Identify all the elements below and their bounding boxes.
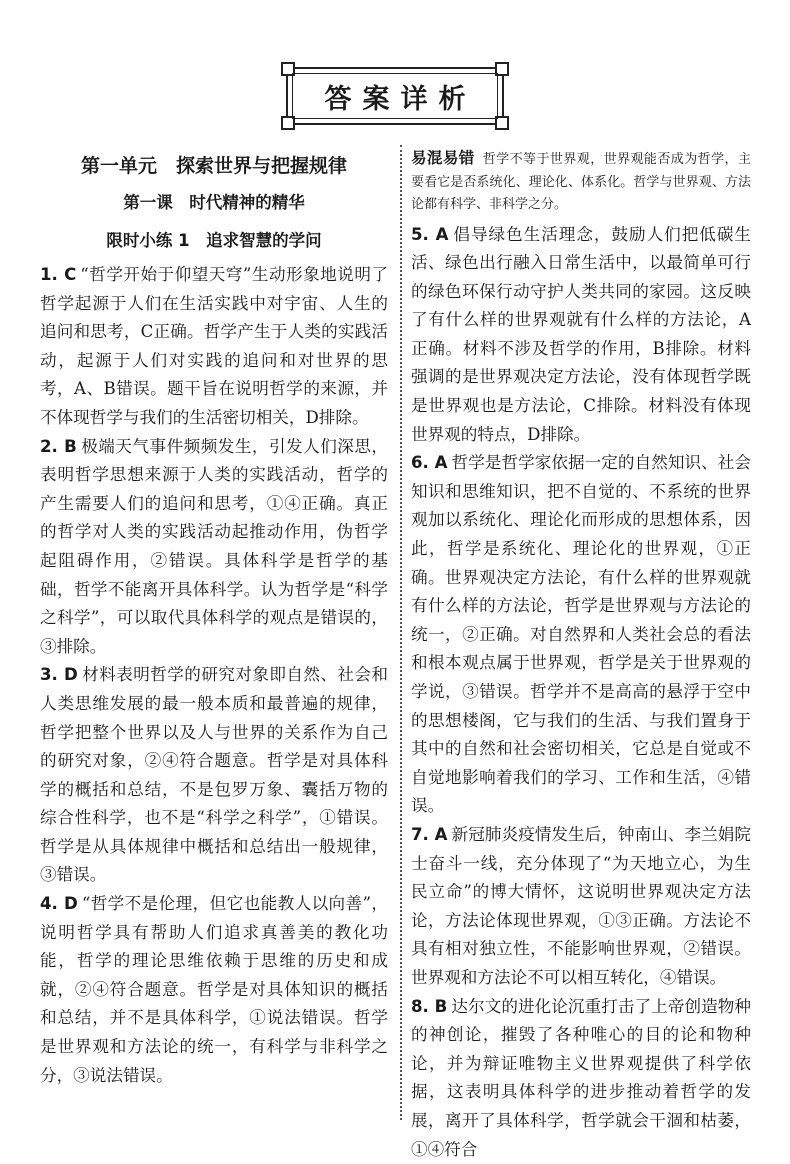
answer-item xyxy=(40,261,388,433)
answer-label: 3. D xyxy=(40,665,78,685)
answer-item xyxy=(40,890,388,1090)
answer-item xyxy=(411,449,751,821)
answer-explanation: “哲学开始于仰望天穹”生动形象地说明了哲学起源于人们在生活实践中对宇宙、人生的追问和思考，C正确。哲学产生于人类的实践活动，起源于人们对实践的追问和对世界的思考，A、B错误。题干旨在说明哲学的来源，并不体现哲学与我们的生活密切相关，D排除。 xyxy=(40,265,389,427)
answer-label: 6. A xyxy=(411,453,448,473)
page-title: 答案详析 xyxy=(324,83,477,115)
answer-label: 8. B xyxy=(411,996,448,1016)
exercise-title: 限时小练 1 追求智慧的学问 xyxy=(106,231,322,250)
unit-title: 第一单元 探索世界与把握规律 xyxy=(80,155,347,177)
column-divider xyxy=(400,145,402,1120)
answer-label: 5. A xyxy=(411,224,449,244)
answer-explanation: “哲学不是伦理，但它也能教人以向善”，说明哲学具有帮助人们追求真善美的教化功能，哲学的理论思维依赖于思维的历史和成就，②④符合题意。哲学是对具体知识的概括和总结，并不是具体科学，①说法错误。哲学是世界观和方法论的统一，有科学与非科学之分，③说法错误。 xyxy=(40,894,389,1085)
tip-box xyxy=(411,147,751,217)
answer-label: 7. A xyxy=(411,824,448,844)
answer-item xyxy=(40,661,388,890)
lesson-title: 第一课 时代精神的精华 xyxy=(123,193,305,212)
answer-explanation: 新冠肺炎疫情发生后，钟南山、李兰娟院士奋斗一线，充分体现了“为天地立心，为生民立命”的博大情怀，这说明世界观决定方法论，方法论体现世界观，①③正确。方法论不具有相对独立性，不能影响世界观，②错误。世界观和方法论不可以相互转化，④错误。 xyxy=(411,824,751,987)
tip-label: 易混易错 xyxy=(411,149,475,167)
answer-item xyxy=(411,993,751,1164)
answer-explanation: 倡导绿色生活理念，鼓励人们把低碳生活、绿色出行融入日常生活中，以最简单可行的绿色环保行动守护人类共同的家园。这反映了有什么样的世界观就有什么样的方法论，A正确。材料不涉及哲学的作用，B排除。材料强调的是世界观决定方法论，没有体现哲学既是世界观也是方法论，C排除。材料没有体现世界观的特点，D排除。 xyxy=(411,224,751,444)
answer-item xyxy=(411,821,751,993)
answer-explanation: 极端天气事件频频发生，引发人们深思，表明哲学思想来源于人类的实践活动，哲学的产生需要人们的追问和思考，①④正确。真正的哲学对人类的实践活动起推动作用，伪哲学起阻碍作用，②错误。具体科学是哲学的基础，哲学不能离开具体科学。认为哲学是“科学之科学”，可以取代具体科学的观点是错误的，③排除。 xyxy=(40,436,388,656)
tip-text: 哲学不等于世界观，世界观能否成为哲学，主要看它是否系统化、理论化、体系化。哲学与世界观、方法论都有科学、非科学之分。 xyxy=(411,152,751,212)
answer-item xyxy=(411,221,751,450)
answer-item xyxy=(40,433,388,662)
answer-label: 2. B xyxy=(40,436,77,456)
answer-explanation: 达尔文的进化论沉重打击了上帝创造物种的神创论，摧毁了各种唯心的目的论和物种论，并为辩证唯物主义世界观提供了科学依据，这表明具体科学的进步推动着哲学的发展，离开了具体科学，哲学就会干涸和枯萎，①④符合 xyxy=(411,996,752,1159)
right-column xyxy=(411,147,751,1164)
answer-explanation: 哲学是哲学家依据一定的自然知识、社会知识和思维知识，把不自觉的、不系统的世界观加以系统化、理论化而形成的思想体系，因此，哲学是系统化、理论化的世界观，①正确。世界观决定方法论，有什么样的世界观就有什么样的方法论，哲学是世界观与方法论的统一，②正确。对自然界和人类社会总的看法和根本观点属于世界观，哲学是关于世界观的学说，③错误。哲学并不是高高的悬浮于空中的思想楼阁，它与我们的生活、与我们置身于其中的自然和社会密切相关，它总是自觉或不自觉地影响着我们的学习、工作和生活，④错误。 xyxy=(411,453,751,816)
left-column xyxy=(40,147,388,1090)
page-title-frame xyxy=(286,67,504,125)
page-title-inner xyxy=(292,73,498,119)
answer-explanation: 材料表明哲学的研究对象即自然、社会和人类思维发展的最一般本质和最普遍的规律，哲学把整个世界以及人与世界的关系作为自己的研究对象，②④符合题意。哲学是对具体科学的概括和总结，不是包罗万象、囊括万物的综合性科学，也不是“科学之科学”，①错误。哲学是从具体规律中概括和总结出一般规律，③错误。 xyxy=(40,665,389,885)
answer-label: 4. D xyxy=(40,894,78,914)
answer-label: 1. C xyxy=(40,265,77,284)
